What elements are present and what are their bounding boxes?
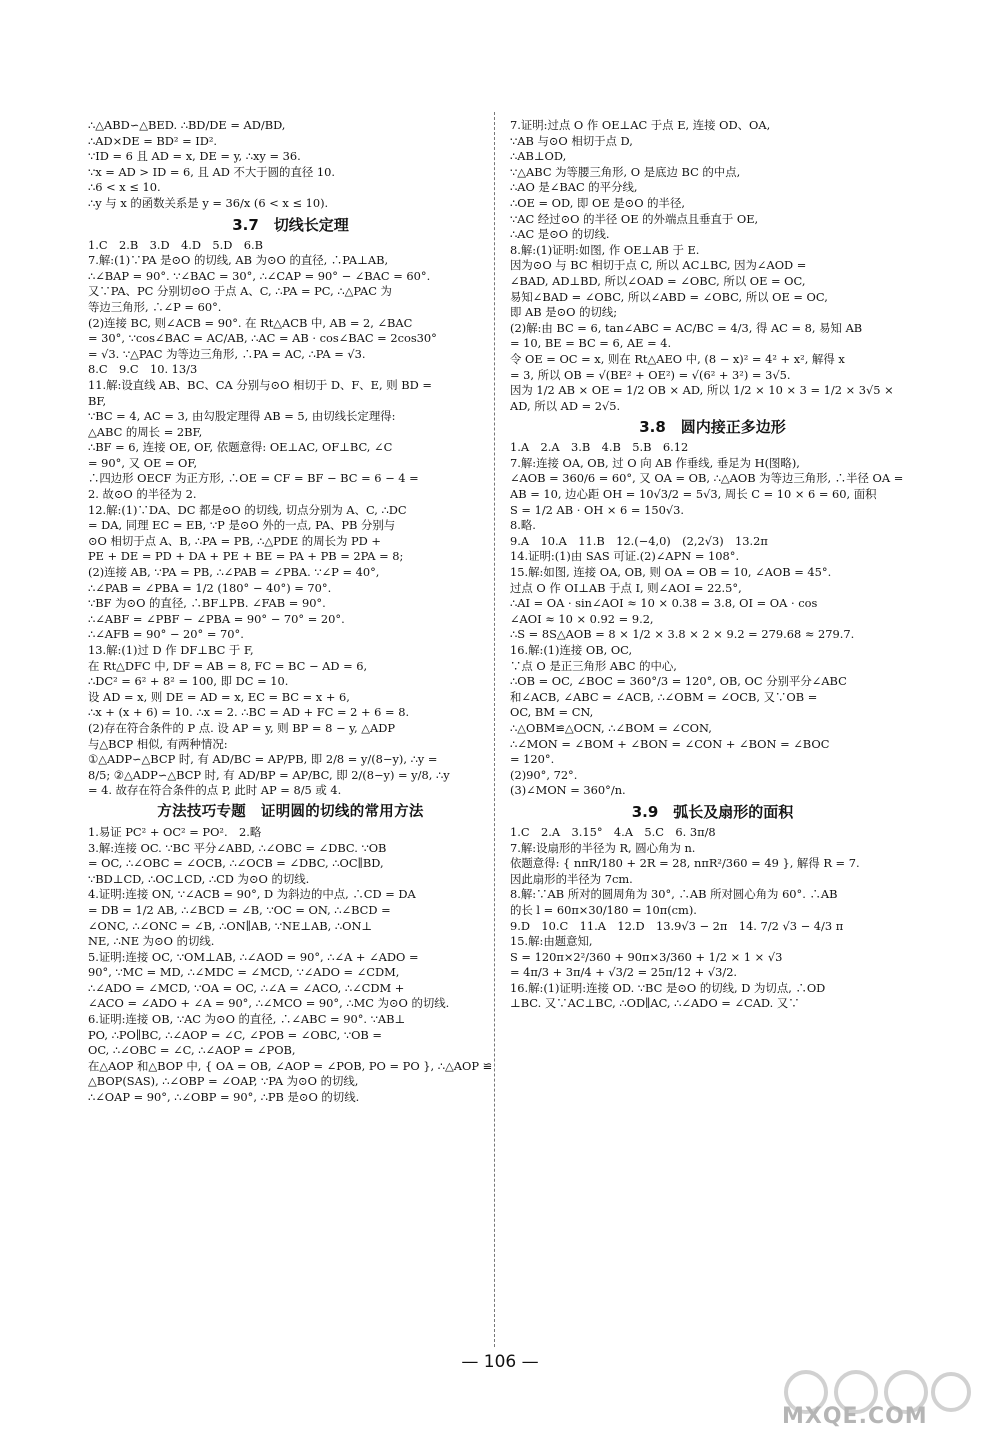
answer-line: ⊥BC. 又∵AC⊥BC, ∴OD∥AC, ∴∠ADO = ∠CAD. 又∵ bbox=[510, 996, 800, 1011]
answer-line: ∴AC 是⊙O 的切线. bbox=[510, 227, 610, 242]
answer-line: ∵点 O 是正三角形 ABC 的中心, bbox=[510, 658, 677, 673]
answer-line: 14.证明:(1)由 SAS 可证.(2)∠APN = 108°. bbox=[510, 549, 740, 564]
answer-line: 8.略. bbox=[510, 518, 536, 533]
answer-line: 的长 l = 60π×30/180 = 10π(cm). bbox=[510, 902, 697, 917]
answer-line: △ABC 的周长 = 2BF, bbox=[88, 424, 203, 439]
answer-line: 1.易证 PC² + OC² = PO². 2.略 bbox=[88, 824, 262, 839]
section-heading: 方法技巧专题 证明圆的切线的常用方法 bbox=[157, 803, 424, 820]
answer-line: 3.解:连接 OC. ∵BC 平分∠ABD, ∴∠OBC = ∠DBC. ∵OB bbox=[88, 840, 387, 855]
answer-line: ∴△ABD∽△BED. ∴BD/DE = AD/BD, bbox=[88, 118, 286, 132]
answer-line: 7.解:设扇形的半径为 R, 圆心角为 n. bbox=[510, 840, 696, 855]
answer-line: 1.C 2.A 3.15° 4.A 5.C 6. 3π/8 bbox=[510, 824, 716, 839]
answer-line: AD, 所以 AD = 2√5. bbox=[510, 398, 621, 413]
answer-line: = DA, 同理 EC = EB, ∵P 是⊙O 外的一点, PA、PB 分别与 bbox=[88, 518, 396, 533]
answer-line: = √3. ∵△PAC 为等边三角形, ∴PA = AC, ∴PA = √3. bbox=[88, 346, 366, 361]
answer-line: OC, BM = CN, bbox=[510, 705, 594, 720]
answer-line: ∴∠AFB = 90° − 20° = 70°. bbox=[88, 627, 244, 642]
answer-line: (2)连接 BC, 则∠ACB = 90°. 在 Rt△ACB 中, AB = 2, ∠BAC bbox=[88, 315, 413, 330]
answer-line: ∠ONC, ∴∠ONC = ∠B, ∴ON∥AB, ∵NE⊥AB, ∴ON⊥ bbox=[88, 918, 373, 933]
answer-line: 与△BCP 相似, 有两种情况: bbox=[88, 736, 228, 751]
answer-line: (2)存在符合条件的 P 点. 设 AP = y, 则 BP = 8 − y, △ADP bbox=[88, 720, 396, 735]
answer-line: 7.解:(1)∵PA 是⊙O 的切线, AB 为⊙O 的直径, ∴PA⊥AB, bbox=[88, 253, 389, 268]
answer-line: (3)∠MON = 360°/n. bbox=[510, 783, 626, 798]
answer-line: ∠AOI ≈ 10 × 0.92 = 9.2, bbox=[510, 611, 654, 626]
answer-line: △BOP(SAS), ∴∠OBP = ∠OAP, ∵PA 为⊙O 的切线, bbox=[88, 1074, 359, 1089]
answer-line: 过点 O 作 OI⊥AB 于点 I, 则∠AOI = 22.5°, bbox=[510, 580, 742, 595]
answer-line: 在△AOP 和△BOP 中, { OA = OB, ∠AOP = ∠POB, PO = PO }, ∴△AOP ≌ bbox=[88, 1058, 493, 1073]
answer-line: ∴∠ADO = ∠MCD, ∵OA = OC, ∴∠A = ∠ACO, ∴∠CDM + bbox=[88, 980, 405, 995]
answer-line: = 30°, ∵cos∠BAC = AC/AB, ∴AC = AB · cos∠BAC = 2cos30° bbox=[88, 331, 437, 346]
answer-line: ∵AC 经过⊙O 的半径 OE 的外端点且垂直于 OE, bbox=[510, 211, 759, 226]
answer-line: 11.解:设直线 AB、BC、CA 分别与⊙O 相切于 D、F、E, 则 BD = bbox=[88, 377, 432, 392]
answer-line: ∴AO 是∠BAC 的平分线, bbox=[510, 180, 638, 195]
watermark-text: MXQE.COM bbox=[782, 1404, 928, 1429]
answer-line: 8.C 9.C 10. 13/3 bbox=[88, 362, 198, 377]
answer-line: 8.解:∵AB 所对的圆周角为 30°, ∴AB 所对圆心角为 60°. ∴AB bbox=[510, 887, 838, 902]
answer-line: 设 AD = x, 则 DE = AD = x, EC = BC = x + 6, bbox=[88, 689, 350, 704]
answer-line: = 10, BE = BC = 6, AE = 4. bbox=[510, 336, 672, 351]
answer-line: ∴△OBM≌△OCN, ∴∠BOM = ∠CON, bbox=[510, 720, 712, 735]
answer-line: 12.解:(1)∵DA、DC 都是⊙O 的切线, 切点分别为 A、C, ∴DC bbox=[88, 502, 407, 517]
answer-line: 9.D 10.C 11.A 12.D 13.9√3 − 2π 14. 7/2 √3 − 4/3 π bbox=[510, 918, 844, 933]
answer-line: 7.证明:过点 O 作 OE⊥AC 于点 E, 连接 OD、OA, bbox=[510, 118, 771, 132]
answer-line: 和∠ACB, ∠ABC = ∠ACB, ∴∠OBM = ∠OCB, 又∵OB = bbox=[510, 689, 818, 704]
answer-line: 即 AB 是⊙O 的切线; bbox=[510, 305, 618, 320]
answer-line: NE, ∴NE 为⊙O 的切线. bbox=[88, 934, 215, 949]
answer-line: 5.证明:连接 OC, ∵OM⊥AB, ∴∠AOD = 90°, ∴∠A + ∠ADO = bbox=[88, 949, 419, 964]
answer-line: = 4. 故存在符合条件的点 P, 此时 AP = 8/5 或 4. bbox=[88, 783, 342, 798]
answer-line: ∠AOB = 360/6 = 60°, 又 OA = OB, ∴△AOB 为等边三角形, ∴半径 OA = bbox=[510, 471, 904, 486]
section-heading: 3.7 切线长定理 bbox=[232, 215, 349, 234]
answer-line: ∴BF = 6, 连接 OE, OF, 依题意得: OE⊥AC, OF⊥BC, ∠C bbox=[88, 440, 393, 455]
answer-line: ⊙O 相切于点 A、B, ∴PA = PB, ∴△PDE 的周长为 PD + bbox=[88, 533, 381, 548]
answer-line: ∵BF 为⊙O 的直径, ∴BF⊥PB. ∠FAB = 90°. bbox=[88, 596, 326, 611]
answer-line: ∴∠ABF = ∠PBF − ∠PBA = 90° − 70° = 20°. bbox=[88, 611, 345, 626]
section-heading: 3.9 弧长及扇形的面积 bbox=[631, 802, 794, 821]
answer-line: 依题意得: { nπR/180 + 2R = 28, nπR²/360 = 49 }, 解得 R = 7. bbox=[510, 856, 860, 871]
answer-line: ∴AD×DE = BD² = ID². bbox=[88, 133, 218, 148]
answer-line: S = 1/2 AB · OH × 6 = 150√3. bbox=[510, 502, 684, 517]
answer-line: ∠BAD, AD⊥BD, 所以∠OAD = ∠OBC, 所以 OE = OC, bbox=[510, 273, 806, 288]
answer-line: = 120°. bbox=[510, 752, 555, 767]
answer-line: ∴y 与 x 的函数关系是 y = 36/x (6 < x ≤ 10). bbox=[88, 195, 329, 210]
answer-line: 16.解:(1)证明:连接 OD. ∵BC 是⊙O 的切线, D 为切点, ∴OD bbox=[510, 980, 826, 995]
answer-line: 9.A 10.A 11.B 12.(−4,0) (2,2√3) 13.2π bbox=[510, 533, 768, 548]
answer-line: ∴OE = OD, 即 OE 是⊙O 的半径, bbox=[510, 195, 685, 210]
answer-line: ∴AB⊥OD, bbox=[510, 149, 567, 164]
answer-line: ∵AB 与⊙O 相切于点 D, bbox=[510, 133, 633, 148]
answer-line: 15.解:由题意知, bbox=[510, 934, 593, 949]
answer-line: 13.解:(1)过 D 作 DF⊥BC 于 F, bbox=[88, 643, 254, 657]
answer-line: 易知∠BAD = ∠OBC, 所以∠ABD = ∠OBC, 所以 OE = OC, bbox=[510, 289, 828, 304]
answer-line: = DB = 1/2 AB, ∴∠BCD = ∠B, ∵OC = ON, ∴∠BCD = bbox=[88, 902, 391, 917]
right-column bbox=[510, 118, 915, 1012]
answer-line: ∵ID = 6 且 AD = x, DE = y, ∴xy = 36. bbox=[88, 149, 301, 164]
answer-line: ∴AI = OA · sin∠AOI ≈ 10 × 0.38 = 3.8, OI = OA · cos bbox=[510, 596, 818, 611]
section-heading: 3.8 圆内接正多边形 bbox=[639, 418, 786, 437]
answer-line: 4.证明:连接 ON, ∵∠ACB = 90°, D 为斜边的中点, ∴CD = DA bbox=[88, 887, 416, 902]
answer-line: (2)连接 AB, ∵PA = PB, ∴∠PAB = ∠PBA. ∵∠P = 40°, bbox=[88, 565, 380, 580]
answer-line: OC, ∴∠OBC = ∠C, ∴∠AOP = ∠POB, bbox=[88, 1043, 296, 1058]
answer-line: ∵BC = 4, AC = 3, 由勾股定理得 AB = 5, 由切线长定理得: bbox=[88, 409, 396, 424]
answer-line: 在 Rt△DFC 中, DF = AB = 8, FC = BC − AD = 6, bbox=[88, 658, 368, 673]
answer-line: ∴∠PAB = ∠PBA = 1/2 (180° − 40°) = 70°. bbox=[88, 580, 332, 595]
answer-line: 15.解:如图, 连接 OA, OB, 则 OA = OB = 10, ∠AOB = 45°. bbox=[510, 565, 832, 580]
answer-line: PO, ∴PO∥BC, ∴∠AOP = ∠C, ∠POB = ∠OBC, ∵OB = bbox=[88, 1027, 382, 1042]
answer-line: = 4π/3 + 3π/4 + √3/2 = 25π/12 + √3/2. bbox=[510, 965, 738, 980]
answer-line: 2. 故⊙O 的半径为 2. bbox=[88, 487, 197, 502]
answer-line: 1.C 2.B 3.D 4.D 5.D 6.B bbox=[88, 237, 264, 252]
answer-line: 1.A 2.A 3.B 4.B 5.B 6.12 bbox=[510, 440, 689, 455]
answer-line: 90°, ∵MC = MD, ∴∠MDC = ∠MCD, ∵∠ADO = ∠CDM, bbox=[88, 965, 400, 980]
answer-line: (2)解:由 BC = 6, tan∠ABC = AC/BC = 4/3, 得 AC = 8, 易知 AB bbox=[510, 320, 863, 335]
answer-line: AB = 10, 边心距 OH = 10√3/2 = 5√3, 周长 C = 10 × 6 = 60, 面积 bbox=[510, 487, 877, 502]
answer-line: ∴∠BAP = 90°. ∵∠BAC = 30°, ∴∠CAP = 90° − ∠BAC = 60°. bbox=[88, 268, 431, 283]
answer-line: BF, bbox=[88, 393, 107, 408]
answer-line: = 90°, 又 OE = OF, bbox=[88, 455, 198, 470]
answer-line: 8/5; ②△ADP∽△BCP 时, 有 AD/BP = AP/BC, 即 2/(8−y) = y/8, ∴y bbox=[88, 767, 450, 782]
answer-line: S = 120π×2²/360 + 90π×3/360 + 1/2 × 1 × √3 bbox=[510, 949, 783, 964]
answer-line: ∴x + (x + 6) = 10. ∴x = 2. ∴BC = AD + FC = 2 + 6 = 8. bbox=[88, 705, 410, 720]
column-divider bbox=[494, 112, 495, 1347]
answer-line: ∴S = 8S△AOB = 8 × 1/2 × 3.8 × 2 × 9.2 = 279.68 ≈ 279.7. bbox=[510, 627, 855, 642]
answer-line: ①△ADP∽△BCP 时, 有 AD/BC = AP/PB, 即 2/8 = y/(8−y), ∴y = bbox=[88, 752, 438, 767]
answer-line: = OC, ∴∠OBC = ∠OCB, ∴∠OCB = ∠DBC, ∴OC∥BD, bbox=[88, 856, 384, 871]
answer-line: 6.证明:连接 OB, ∵AC 为⊙O 的直径, ∴∠ABC = 90°. ∵AB⊥ bbox=[88, 1012, 406, 1027]
answer-line: ∴∠OAP = 90°, ∴∠OBP = 90°, ∴PB 是⊙O 的切线. bbox=[88, 1090, 360, 1105]
answer-line: 因为⊙O 与 BC 相切于点 C, 所以 AC⊥BC, 因为∠AOD = bbox=[510, 258, 807, 273]
answer-line: ∵△ABC 为等腰三角形, O 是底边 BC 的中点, bbox=[510, 164, 741, 179]
answer-line: ∵BD⊥CD, ∴OC⊥CD, ∴CD 为⊙O 的切线. bbox=[88, 871, 310, 886]
answer-line: 7.解:连接 OA, OB, 过 O 向 AB 作垂线, 垂足为 H(图略), bbox=[510, 455, 800, 470]
answer-line: ∴6 < x ≤ 10. bbox=[88, 180, 161, 195]
answer-line: 因为 1/2 AB × OE = 1/2 OB × AD, 所以 1/2 × 10 × 3 = 1/2 × 3√5 × bbox=[510, 383, 894, 398]
answer-line: ∴∠MON = ∠BOM + ∠BON = ∠CON + ∠BON = ∠BOC bbox=[510, 736, 830, 751]
answer-line: ∴四边形 OECF 为正方形, ∴OE = CF = BF − BC = 6 − 4 = bbox=[88, 471, 419, 486]
answer-line: 等边三角形, ∴∠P = 60°. bbox=[88, 299, 222, 314]
answer-line: 令 OE = OC = x, 则在 Rt△AEO 中, (8 − x)² = 4² + x², 解得 x bbox=[510, 351, 845, 366]
answer-line: ∠ACO = ∠ADO + ∠A = 90°, ∴∠MCO = 90°, ∴MC 为⊙O 的切线. bbox=[88, 996, 450, 1011]
answer-line: 因此扇形的半径为 7cm. bbox=[510, 871, 633, 886]
answer-line: PE + DE = PD + DA + PE + BE = PA + PB = 2PA = 8; bbox=[88, 549, 404, 564]
answer-line: ∴OB = OC, ∠BOC = 360°/3 = 120°, OB, OC 分别平分∠ABC bbox=[510, 674, 847, 689]
answer-line: 又∵PA、PC 分别切⊙O 于点 A、C, ∴PA = PC, ∴△PAC 为 bbox=[88, 284, 392, 299]
answer-line: = 3, 所以 OB = √(BE² + OE²) = √(6² + 3²) = 3√5. bbox=[510, 367, 791, 382]
left-column bbox=[88, 118, 493, 1106]
answer-line: 8.解:(1)证明:如图, 作 OE⊥AB 于 E. bbox=[510, 242, 700, 257]
answer-line: ∵x = AD > ID = 6, 且 AD 不大于圆的直径 10. bbox=[88, 164, 335, 179]
answer-line: (2)90°, 72°. bbox=[510, 767, 578, 782]
page-number: — 106 — bbox=[461, 1352, 539, 1372]
answer-line: 16.解:(1)连接 OB, OC, bbox=[510, 643, 633, 657]
answer-line: ∴DC² = 6² + 8² = 100, 即 DC = 10. bbox=[88, 674, 289, 689]
